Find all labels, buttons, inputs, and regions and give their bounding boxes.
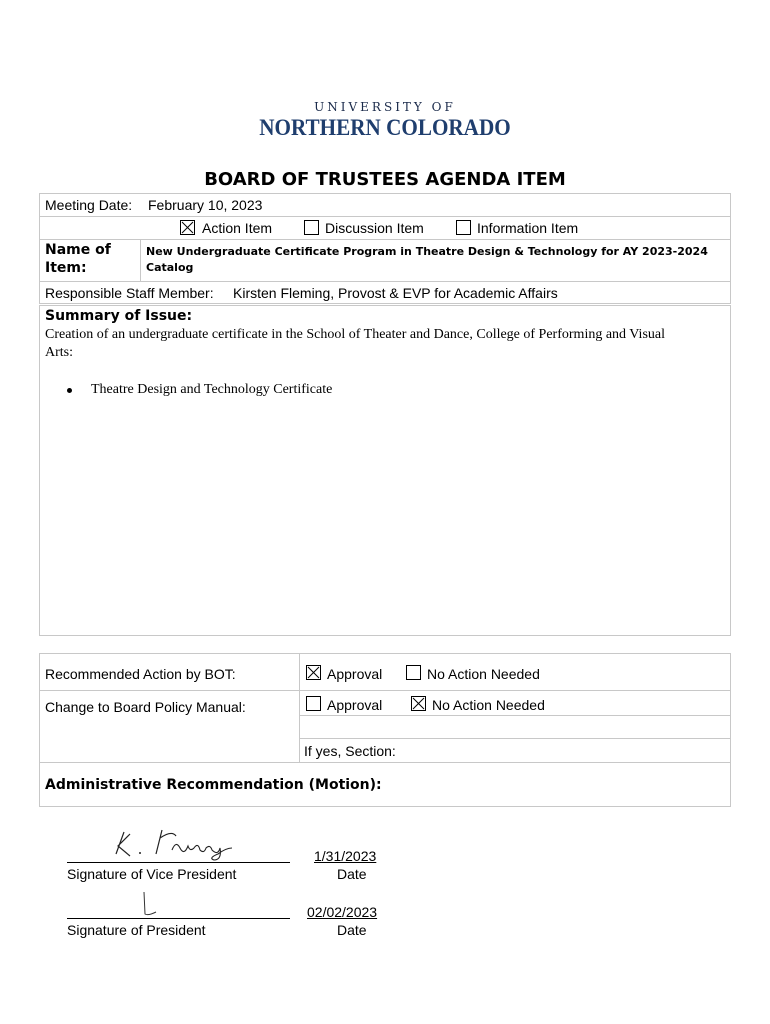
checkmark-x-icon [181,221,194,234]
vice-president-signature [110,826,240,862]
row-divider [299,715,731,716]
president-role: Signature of President [67,922,206,938]
meeting-date-label: Meeting Date: [45,197,133,213]
summary-heading: Summary of Issue: [45,308,193,324]
recommended-approval-checkbox[interactable] [306,665,321,680]
bullet-icon [67,388,72,393]
recommended-no-action-label: No Action Needed [427,666,540,682]
president-date: 02/02/2023 [307,904,378,920]
discussion-item-checkbox[interactable] [304,220,319,235]
name-of-item-value-line2: Catalog [146,261,194,274]
logo-university-of: UNIVERSITY OF [314,100,456,114]
policy-section-label: If yes, Section: [304,743,396,759]
name-of-item-label-line2: Item: [45,260,87,276]
responsible-staff-value: Kirsten Fleming, Provost & EVP for Academic Affairs [233,285,558,301]
recommended-approval-label: Approval [327,666,383,682]
row-divider [39,281,731,282]
summary-box [39,305,731,636]
row-divider [299,738,731,739]
action-item-label: Action Item [202,220,273,236]
information-item-checkbox[interactable] [456,220,471,235]
summary-text-line1: Creation of an undergraduate certificate in the School of Theater and Dance, College of Performing and Visual [45,327,665,342]
row-divider [39,762,731,763]
action-item-checkbox[interactable] [180,220,195,235]
discussion-item-label: Discussion Item [325,220,424,236]
row-divider [39,216,731,217]
policy-no-action-label: No Action Needed [432,697,545,713]
policy-no-action-checkbox[interactable] [411,696,426,711]
row-divider [39,690,731,691]
checkmark-x-icon [412,697,425,710]
logo-northern-colorado: NORTHERN COLORADO [259,115,511,140]
vice-president-date: 1/31/2023 [314,848,377,864]
page-title: BOARD OF TRUSTEES AGENDA ITEM [204,169,566,190]
meeting-date-value: February 10, 2023 [148,197,263,213]
column-divider [299,653,300,762]
summary-bullet-item: Theatre Design and Technology Certificate [91,382,333,397]
checkmark-x-icon [307,666,320,679]
policy-approval-checkbox[interactable] [306,696,321,711]
vice-president-signature-line [67,862,290,863]
name-of-item-label-line1: Name of [45,242,111,258]
summary-text-line2: Arts: [45,345,73,360]
recommended-no-action-checkbox[interactable] [406,665,421,680]
row-divider [39,239,731,240]
information-item-label: Information Item [477,220,579,236]
vice-president-role: Signature of Vice President [67,866,237,882]
responsible-staff-label: Responsible Staff Member: [45,285,214,301]
column-divider [140,239,141,281]
president-signature-line [67,918,290,919]
policy-change-label: Change to Board Policy Manual: [45,699,246,715]
vice-president-date-label: Date [337,866,367,882]
president-signature [138,890,160,920]
name-of-item-value-line1: New Undergraduate Certificate Program in Theatre Design & Technology for AY 2023-2024 [146,245,708,258]
president-date-label: Date [337,922,367,938]
recommended-action-label: Recommended Action by BOT: [45,666,236,682]
policy-approval-label: Approval [327,697,383,713]
admin-recommendation-heading: Administrative Recommendation (Motion): [45,777,382,793]
